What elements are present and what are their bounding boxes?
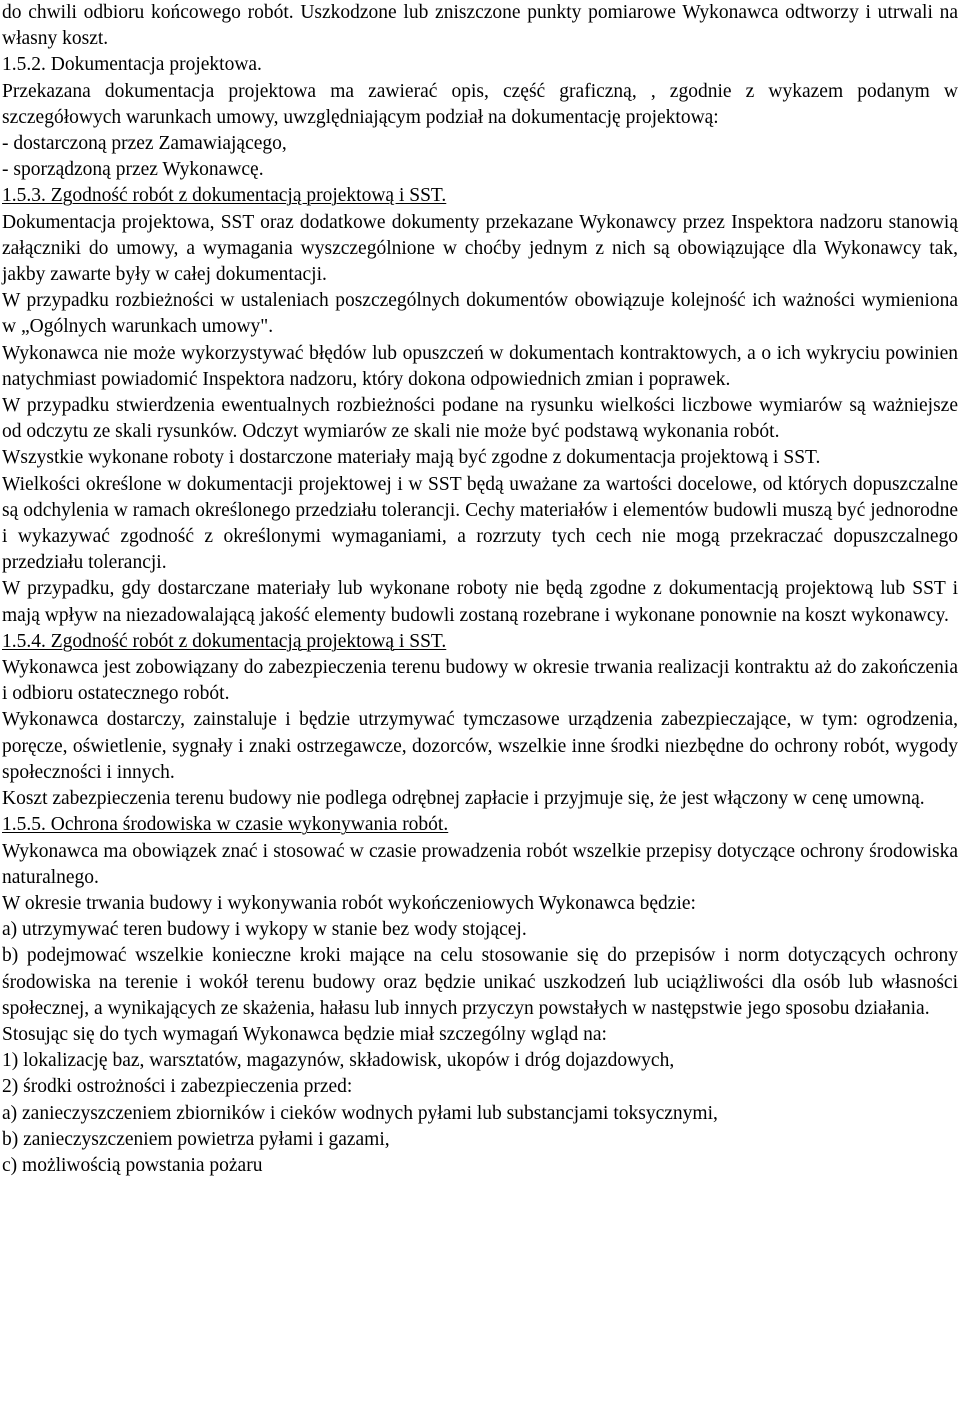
section-heading-1-5-5: 1.5.5. Ochrona środowiska w czasie wykonywania robót.: [2, 814, 449, 836]
paragraph-tolerances: Wielkości określone w dokumentacji projektowej i w SST będą uważane za wartości docelowe, od których dopuszczalne są odchylenia w ramach określonego przedziału tolerancji. Cechy materiałów i elementów budowli muszą być jednorodne i wykazywać zgodność z określonymi wymaganiami, a rozrzuty tych cech nie mogą przekraczać dopuszczalnego przedziału tolerancji.: [2, 473, 958, 574]
paragraph-attachments: Dokumentacja projektowa, SST oraz dodatkowe dokumenty przekazane Wykonawcy przez Inspektora nadzoru stanowią załączniki do umowy, a wymagania wyszczególnione w choćby jednym z nich są obowiązujące dla Wykonawcy tak, jakby zawarte były w całej dokumentacji.: [2, 211, 958, 286]
list-item-c-fire: c) możliwością powstania pożaru: [2, 1154, 263, 1176]
paragraph-safety-devices: Wykonawca dostarczy, zainstaluje i będzie utrzymywać tymczasowe urządzenia zabezpieczające, w tym: ogrodzenia, poręcze, oświetlenie, sygnały i znaki ostrzegawcze, dozorców, wszelkie inne środki niezbędne do ochrony robót, wygody społeczności i innych.: [2, 709, 958, 783]
paragraph-dimensions: W przypadku stwierdzenia ewentualnych rozbieżności podane na rysunku wielkości liczbowe wymiarów są ważniejsze od odczytu ze skali rysunków. Odczyt wymiarów ze skali nie może być podstawą wykonania robót.: [2, 395, 958, 443]
paragraph-special-attention: Stosując się do tych wymagań Wykonawca będzie miał szczególny wgląd na:: [2, 1023, 607, 1045]
list-item-investor: - dostarczoną przez Zamawiającego,: [2, 133, 287, 155]
paragraph-nonconformity: W przypadku, gdy dostarczane materiały lub wykonane roboty nie będą zgodne z dokumentacją projektową lub SST i mają wpływ na niezadowalającą jakość elementy budowli zostaną rozebrane i wykonane ponownie na koszt wykonawcy.: [2, 578, 958, 626]
paragraph-documentation-contents: Przekazana dokumentacja projektowa ma zawierać opis, część graficzną, , zgodnie z wykazem podanym w szczegółowych warunkach umowy, uwzględniającym podział na dokumentację projektową:: [2, 80, 958, 128]
list-item-b-measures: b) podejmować wszelkie konieczne kroki mające na celu stosowanie się do przepisów i norm dotyczących ochrony środowiska na terenie i wokół terenu budowy oraz będzie unikać uszkodzeń lub uciążliwości dla osób lub własności społecznej, a wynikających ze skażenia, hałasu lub innych przyczyn powstałych w następstwie jego sposobu działania.: [2, 945, 958, 1019]
list-item-contractor: - sporządzoną przez Wykonawcę.: [2, 159, 264, 181]
paragraph-discrepancies: W przypadku rozbieżności w ustaleniach poszczególnych dokumentów obowiązuje kolejność ich ważności wymieniona w „Ogólnych warunkach umowy".: [2, 290, 958, 338]
section-heading-1-5-4: 1.5.4. Zgodność robót z dokumentacją projektową i SST.: [2, 630, 447, 652]
paragraph-environment-duty: Wykonawca ma obowiązek znać i stosować w czasie prowadzenia robót wszelkie przepisy dotyczące ochrony środowiska naturalnego.: [2, 840, 958, 888]
paragraph-intro: do chwili odbioru końcowego robót. Uszkodzone lub zniszczone punkty pomiarowe Wykonawca odtworzy i utrwali na własny koszt.: [2, 2, 958, 50]
paragraph-during-works: W okresie trwania budowy i wykonywania robót wykończeniowych Wykonawca będzie:: [2, 892, 696, 914]
paragraph-protection-cost: Koszt zabezpieczenia terenu budowy nie podlega odrębnej zapłacie i przyjmuje się, że jest włączony w cenę umowną.: [2, 788, 925, 810]
paragraph-site-protection: Wykonawca jest zobowiązany do zabezpieczenia terenu budowy w okresie trwania realizacji kontraktu aż do zakończenia i odbioru ostatecznego robót.: [2, 657, 958, 705]
list-item-a-water: a) utrzymywać teren budowy i wykopy w stanie bez wody stojącej.: [2, 919, 527, 941]
section-heading-1-5-3: 1.5.3. Zgodność robót z dokumentacją projektową i SST.: [2, 185, 447, 207]
paragraph-compliance: Wszystkie wykonane roboty i dostarczone materiały mają być zgodne z dokumentacja projektową i SST.: [2, 447, 821, 469]
list-item-1-location: 1) lokalizację baz, warsztatów, magazynów, składowisk, ukopów i dróg dojazdowych,: [2, 1050, 675, 1072]
section-heading-1-5-2: 1.5.2. Dokumentacja projektowa.: [2, 54, 262, 76]
paragraph-errors: Wykonawca nie może wykorzystywać błędów lub opuszczeń w dokumentach kontraktowych, a o ich wykryciu powinien natychmiast powiadomić Inspektora nadzoru, który dokona odpowiednich zmian i poprawek.: [2, 342, 958, 390]
list-item-a-water-pollution: a) zanieczyszczeniem zbiorników i cieków wodnych pyłami lub substancjami toksycznymi,: [2, 1102, 718, 1124]
list-item-2-precautions: 2) środki ostrożności i zabezpieczenia przed:: [2, 1076, 353, 1098]
list-item-b-air-pollution: b) zanieczyszczeniem powietrza pyłami i gazami,: [2, 1128, 390, 1150]
